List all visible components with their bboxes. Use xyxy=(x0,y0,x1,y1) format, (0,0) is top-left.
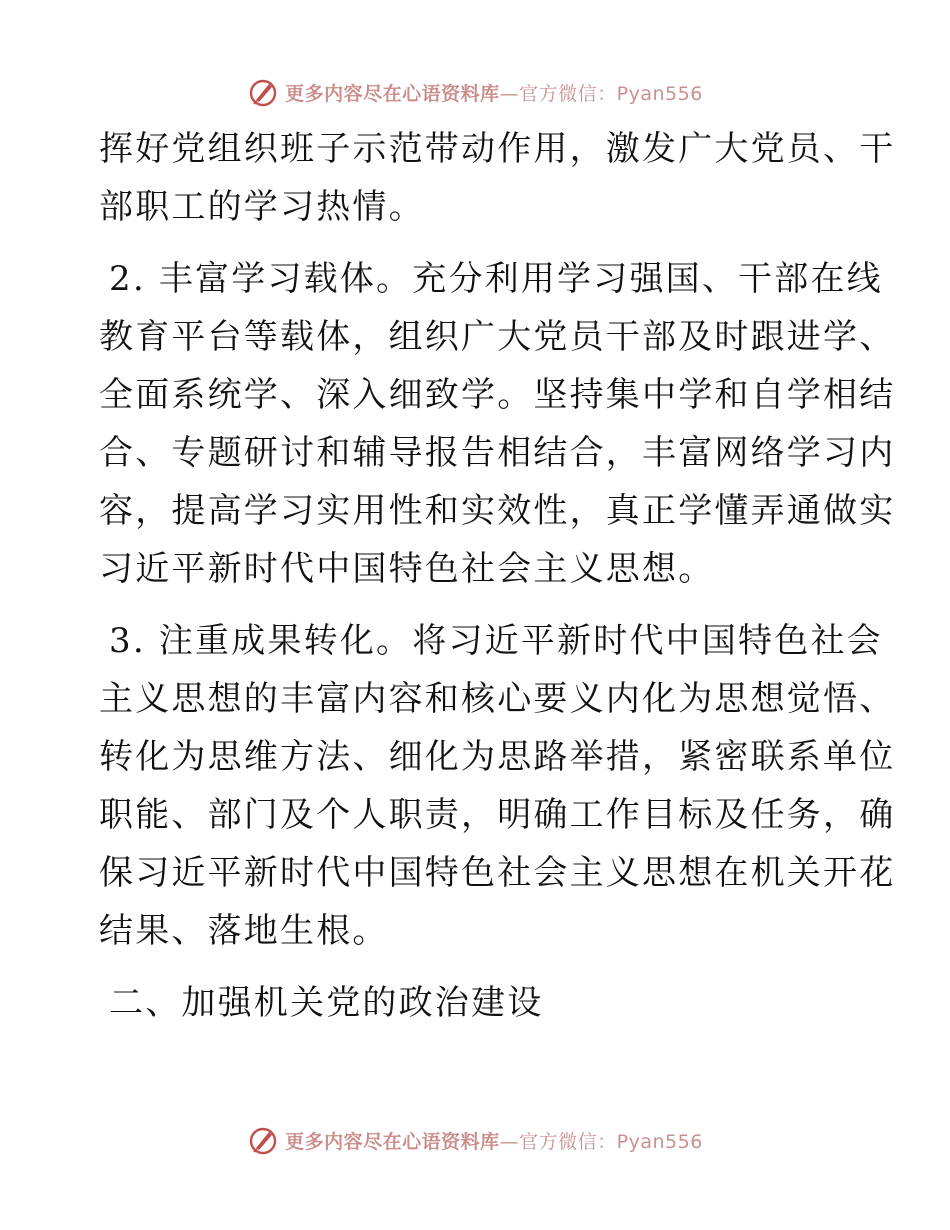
watermark-text xyxy=(285,1127,703,1154)
watermark-separator: — xyxy=(499,1130,520,1153)
watermark-contact: 官方微信：Pyan556 xyxy=(519,82,703,105)
watermark-contact: 官方微信：Pyan556 xyxy=(519,1130,703,1153)
watermark-brand: 更多内容尽在心语资料库 xyxy=(285,82,500,105)
footer-watermark xyxy=(0,1120,950,1160)
paragraph-line: 2. 丰富学习载体。充分利用学习强国、干部在线 xyxy=(109,259,883,299)
paragraph-line: 3. 注重成果转化。将习近平新时代中国特色社会 xyxy=(109,621,883,661)
paragraph-line: 教育平台等载体，组织广大党员干部及时跟进学、 xyxy=(99,317,896,357)
header-watermark xyxy=(0,72,950,112)
section-heading: 二、加强机关党的政治建设 xyxy=(109,983,544,1023)
watermark-brand: 更多内容尽在心语资料库 xyxy=(285,1130,500,1153)
paragraph-line: 保习近平新时代中国特色社会主义思想在机关开花 xyxy=(99,853,896,893)
paragraph-line: 习近平新时代中国特色社会主义思想。 xyxy=(99,549,715,589)
paragraph-line: 合、专题研讨和辅导报告相结合，丰富网络学习内 xyxy=(99,433,896,473)
quill-logo-icon xyxy=(247,76,279,108)
paragraph-line: 部职工的学习热情。 xyxy=(99,187,425,227)
paragraph-line: 主义思想的丰富内容和核心要义内化为思想觉悟、 xyxy=(99,679,896,719)
watermark-separator: — xyxy=(499,82,520,105)
paragraph-line: 转化为思维方法、细化为思路举措，紧密联系单位 xyxy=(99,737,896,777)
paragraph-line: 结果、落地生根。 xyxy=(99,911,389,951)
paragraph-line: 挥好党组织班子示范带动作用，激发广大党员、干 xyxy=(99,129,896,169)
watermark-text xyxy=(285,79,703,106)
quill-logo-icon xyxy=(247,1124,279,1156)
document-body xyxy=(99,120,896,1032)
paragraph-line: 职能、部门及个人职责，明确工作目标及任务，确 xyxy=(99,795,896,835)
paragraph-line: 全面系统学、深入细致学。坚持集中学和自学相结 xyxy=(99,375,896,415)
paragraph-line: 容，提高学习实用性和实效性，真正学懂弄通做实 xyxy=(99,491,896,531)
